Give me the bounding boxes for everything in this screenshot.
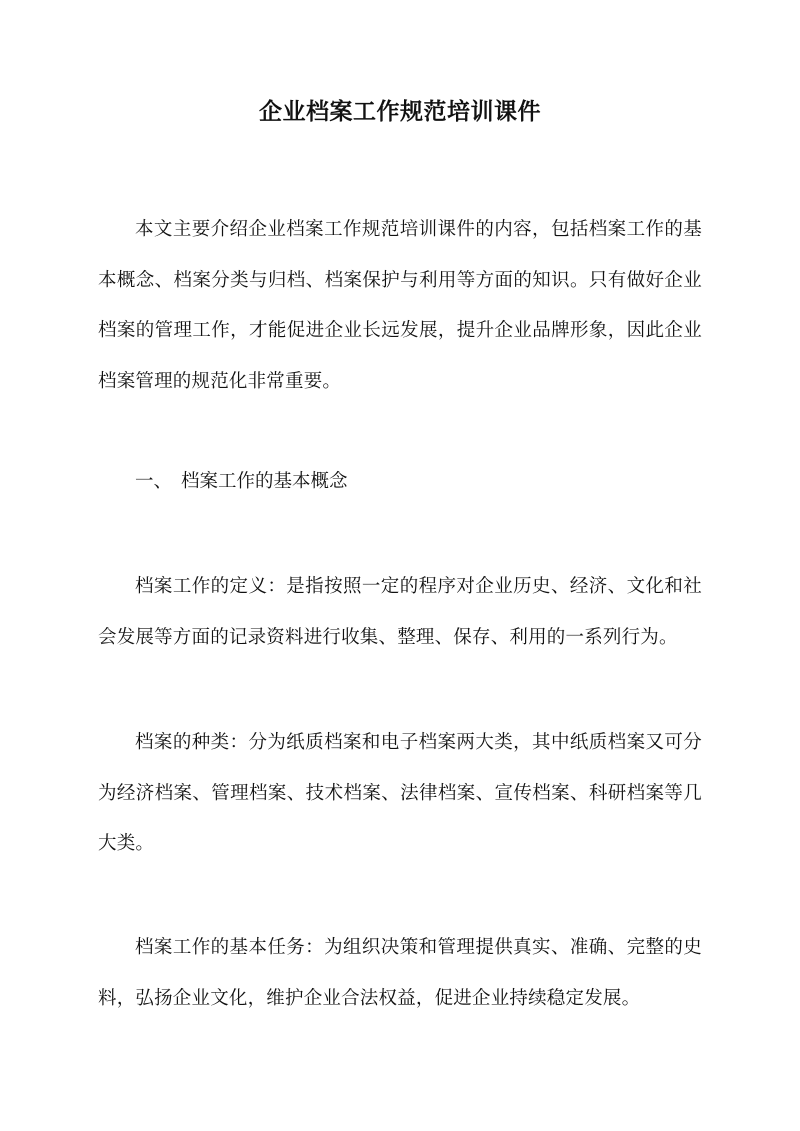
- paragraph-types: 档案的种类：分为纸质档案和电子档案两大类，其中纸质档案又可分为经济档案、管理档案、技术档案、法律档案、宣传档案、科研档案等几大类。: [98, 732, 702, 854]
- paragraph-tasks: 档案工作的基本任务：为组织决策和管理提供真实、准确、完整的史料，弘扬企业文化，维护企业合法权益，促进企业持续稳定发展。: [98, 937, 702, 1009]
- intro-paragraph: 本文主要介绍企业档案工作规范培训课件的内容，包括档案工作的基本概念、档案分类与归档、档案保护与利用等方面的知识。只有做好企业档案的管理工作，才能促进企业长远发展，提升企业品牌形象，因此企业档案管理的规范化非常重要。: [98, 219, 702, 392]
- section-number: 一、: [135, 471, 173, 492]
- section-heading-text: 档案工作的基本概念: [181, 471, 348, 492]
- paragraph-definition: 档案工作的定义：是指按照一定的程序对企业历史、经济、文化和社会发展等方面的记录资料进行收集、整理、保存、利用的一系列行为。: [98, 576, 702, 648]
- document-title: 企业档案工作规范培训课件: [259, 98, 541, 125]
- section-heading: [135, 457, 348, 507]
